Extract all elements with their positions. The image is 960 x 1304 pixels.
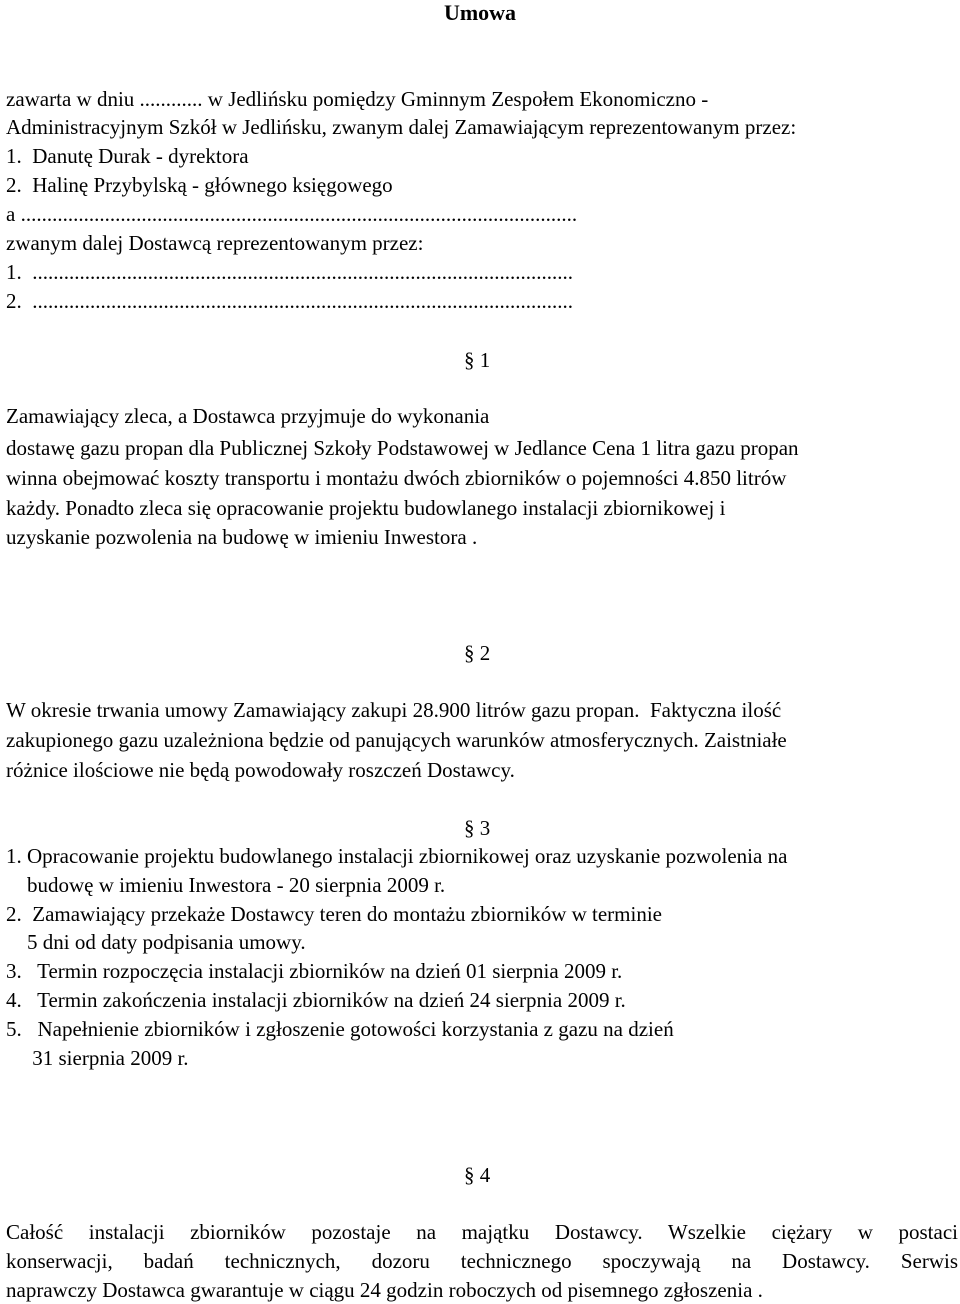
list-item: 1. Opracowanie projektu budowlanego instalacji zbiornikowej oraz uzyskanie pozwolenia na bbox=[6, 844, 788, 868]
list-item: 3. Termin rozpoczęcia instalacji zbiorników na dzień 01 sierpnia 2009 r. bbox=[6, 959, 623, 983]
list-item: 4. Termin zakończenia instalacji zbiorników na dzień 24 sierpnia 2009 r. bbox=[6, 988, 626, 1012]
list-item-continuation: budowę w imieniu Inwestora - 20 sierpnia 2009 r. bbox=[6, 873, 446, 897]
intro-line: 2. ....................................................................................................... bbox=[6, 289, 573, 313]
section-heading: § 3 bbox=[464, 816, 491, 840]
intro-line: Administracyjnym Szkół w Jedlińsku, zwanym dalej Zamawiającym reprezentowanym przez: bbox=[6, 115, 797, 139]
intro-line: zawarta w dniu ............ w Jedlińsku pomiędzy Gminnym Zespołem Ekonomiczno - bbox=[6, 87, 709, 111]
paragraph-line: różnice ilościowe nie będą powodowały roszczeń Dostawcy. bbox=[6, 758, 515, 782]
intro-line: zwanym dalej Dostawcą reprezentowanym przez: bbox=[6, 231, 424, 255]
list-item: 2. Zamawiający przekaże Dostawcy teren do montażu zbiorników w terminie bbox=[6, 902, 662, 926]
paragraph-line: zakupionego gazu uzależniona będzie od panujących warunków atmosferycznych. Zaistniałe bbox=[6, 728, 787, 752]
paragraph-line: W okresie trwania umowy Zamawiający zakupi 28.900 litrów gazu propan. Faktyczna ilość bbox=[6, 698, 782, 722]
paragraph-line: konserwacji, badań technicznych, dozoru technicznego spoczywają na Dostawcy. Serwis bbox=[6, 1249, 958, 1273]
paragraph-line: Zamawiający zleca, a Dostawca przyjmuje do wykonania bbox=[6, 404, 490, 428]
intro-line: 2. Halinę Przybylską - głównego księgowego bbox=[6, 173, 393, 197]
section-heading: § 2 bbox=[464, 641, 491, 665]
section-heading: § 1 bbox=[464, 348, 491, 372]
section-heading: § 4 bbox=[464, 1163, 491, 1187]
list-item-continuation: 5 dni od daty podpisania umowy. bbox=[6, 930, 306, 954]
intro-line: a .......................................................................................................... bbox=[6, 202, 578, 226]
paragraph-line: dostawę gazu propan dla Publicznej Szkoły Podstawowej w Jedlance Cena 1 litra gazu propan bbox=[6, 436, 799, 460]
intro-line: 1. ....................................................................................................... bbox=[6, 260, 573, 284]
intro-line: 1. Danutę Durak - dyrektora bbox=[6, 144, 249, 168]
paragraph-line: uzyskanie pozwolenia na budowę w imieniu Inwestora . bbox=[6, 525, 478, 549]
list-item: 5. Napełnienie zbiorników i zgłoszenie gotowości korzystania z gazu na dzień bbox=[6, 1017, 674, 1041]
document-title: Umowa bbox=[443, 0, 517, 25]
paragraph-line: winna obejmować koszty transportu i montażu dwóch zbiorników o pojemności 4.850 litrów bbox=[6, 466, 787, 490]
list-item-continuation: 31 sierpnia 2009 r. bbox=[6, 1046, 189, 1070]
paragraph-line: naprawczy Dostawca gwarantuje w ciągu 24 godzin roboczych od pisemnego zgłoszenia . bbox=[6, 1278, 763, 1302]
paragraph-line: Całość instalacji zbiorników pozostaje na majątku Dostawcy. Wszelkie ciężary w postaci bbox=[6, 1220, 958, 1244]
paragraph-line: każdy. Ponadto zleca się opracowanie projektu budowlanego instalacji zbiornikowej i bbox=[6, 496, 726, 520]
